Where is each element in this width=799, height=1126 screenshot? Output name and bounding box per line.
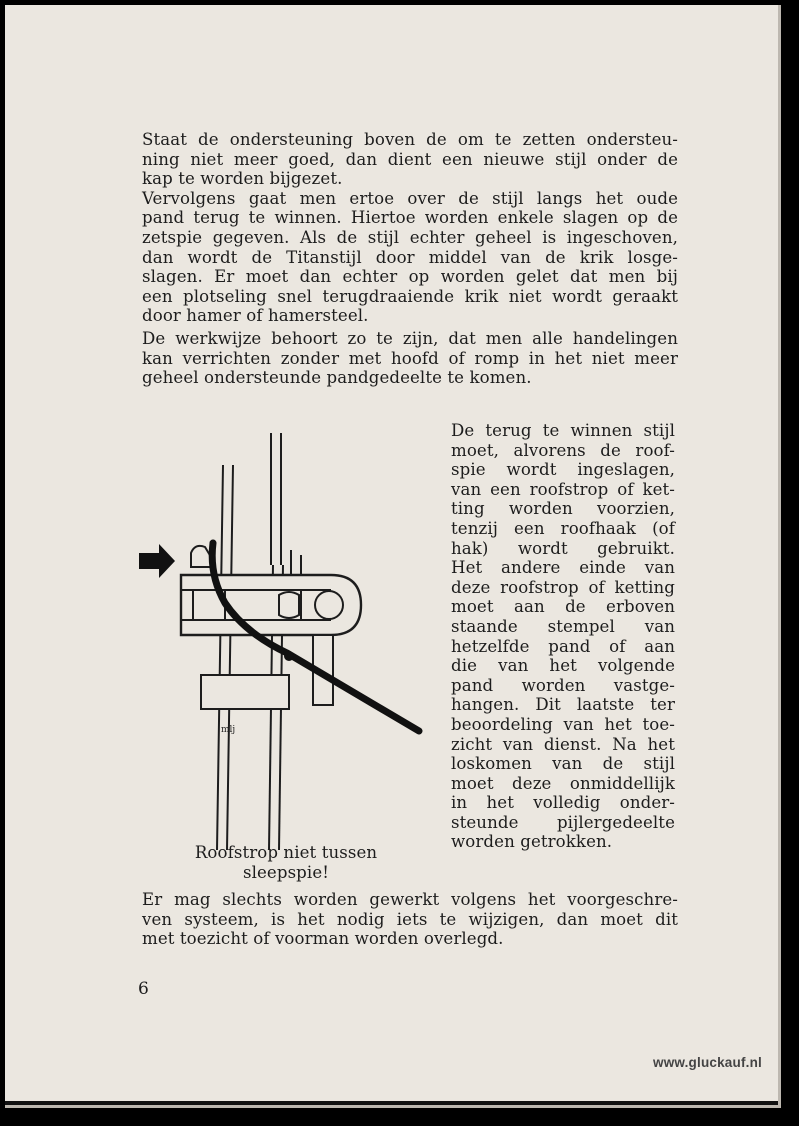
text-line: geheel ondersteunde pandgedeelte te komen. [142, 368, 532, 388]
text-line: ven systeem, is het nodig iets te wijzigen, dan moet dit [142, 909, 678, 929]
artist-mark: mlj [221, 725, 236, 735]
text-line: ting worden voorzien, [451, 499, 675, 519]
text-line: Staat de ondersteuning boven de om te zetten ondersteu- [142, 130, 678, 149]
text-line: kan verrichten zonder met hoofd of romp in het niet meer [142, 348, 678, 368]
text-line: met toezicht of voorman worden overlegd. [142, 929, 504, 949]
text-line: De werkwijze behoort zo te zijn, dat men alle handelingen [142, 328, 678, 348]
chain-node [284, 651, 294, 661]
text-line: beoordeling van het toe- [451, 714, 675, 734]
text-line: moet, alvorens de roof- [451, 440, 675, 460]
text-line: moet aan de erboven [451, 597, 675, 617]
arrow-icon [139, 544, 175, 578]
text-line: in het volledig onder- [451, 793, 675, 813]
stijl-right-edge [227, 465, 233, 850]
text-line: deze roofstrop of ketting [451, 577, 675, 597]
text-line: steunde pijlergedeelte [451, 812, 675, 832]
text-line: staande stempel van [451, 616, 675, 636]
text-line: door hamer of hamersteel. [142, 306, 369, 326]
paragraph-2 [142, 890, 678, 949]
caption-line: sleepspie! [242, 862, 330, 882]
side-column-text [451, 421, 675, 852]
text-line: hetzelfde pand of aan [451, 636, 675, 656]
text-line: moet deze onmiddellijk [451, 773, 675, 793]
text-line: De terug te winnen stijl [451, 421, 675, 440]
text-line: kap te worden bijgezet. [142, 169, 343, 189]
page-number: 6 [138, 979, 149, 999]
text-line: slagen. Er moet dan echter op worden gelet dat men bij [142, 267, 678, 287]
bottom-border [5, 1101, 778, 1105]
text-line: loskomen van de stijl [451, 754, 675, 774]
collar-block [201, 675, 289, 709]
roofspie-hook [191, 546, 211, 567]
text-line: worden getrokken. [451, 832, 613, 852]
text-line: hangen. Dit laatste ter [451, 695, 675, 715]
watermark: www.gluckauf.nl [653, 1055, 763, 1070]
caption-line: Roofstrop niet tussen [194, 843, 378, 862]
text-line: Er mag slechts worden gewerkt volgens het voorgeschre- [142, 890, 678, 909]
text-line: die van het volgende [451, 656, 675, 676]
text-line: zetspie gegeven. Als de stijl echter geheel is ingeschoven, [142, 227, 678, 247]
text-line: pand worden vastge- [451, 675, 675, 695]
text-line: zicht van dienst. Na het [451, 734, 675, 754]
text-line: Vervolgens gaat men ertoe over de stijl langs het oude [142, 188, 678, 208]
text-line: tenzij een roofhaak (of [451, 518, 675, 538]
text-line: dan wordt de Titanstijl door middel van de krik losge- [142, 247, 678, 267]
text-line: van een roofstrop of ket- [451, 479, 675, 499]
document-page [5, 5, 781, 1108]
figure-caption [175, 843, 397, 882]
text-line: ning niet meer goed, dan dient een nieuwe stijl onder de [142, 149, 678, 169]
text-line: pand terug te winnen. Hiertoe worden enkele slagen op de [142, 208, 678, 228]
roofstrop-illustration [133, 425, 433, 850]
paragraph-1 [142, 130, 678, 388]
text-line: spie wordt ingeslagen, [451, 460, 675, 480]
text-line: een plotseling snel terugdraaiende krik niet wordt geraakt [142, 286, 678, 306]
wedge-shape [279, 592, 299, 618]
stijl-left-edge [217, 465, 223, 850]
text-line: hak) wordt gebruikt. [451, 538, 675, 558]
round-bolt [315, 591, 343, 619]
text-line: Het andere einde van [451, 558, 675, 578]
